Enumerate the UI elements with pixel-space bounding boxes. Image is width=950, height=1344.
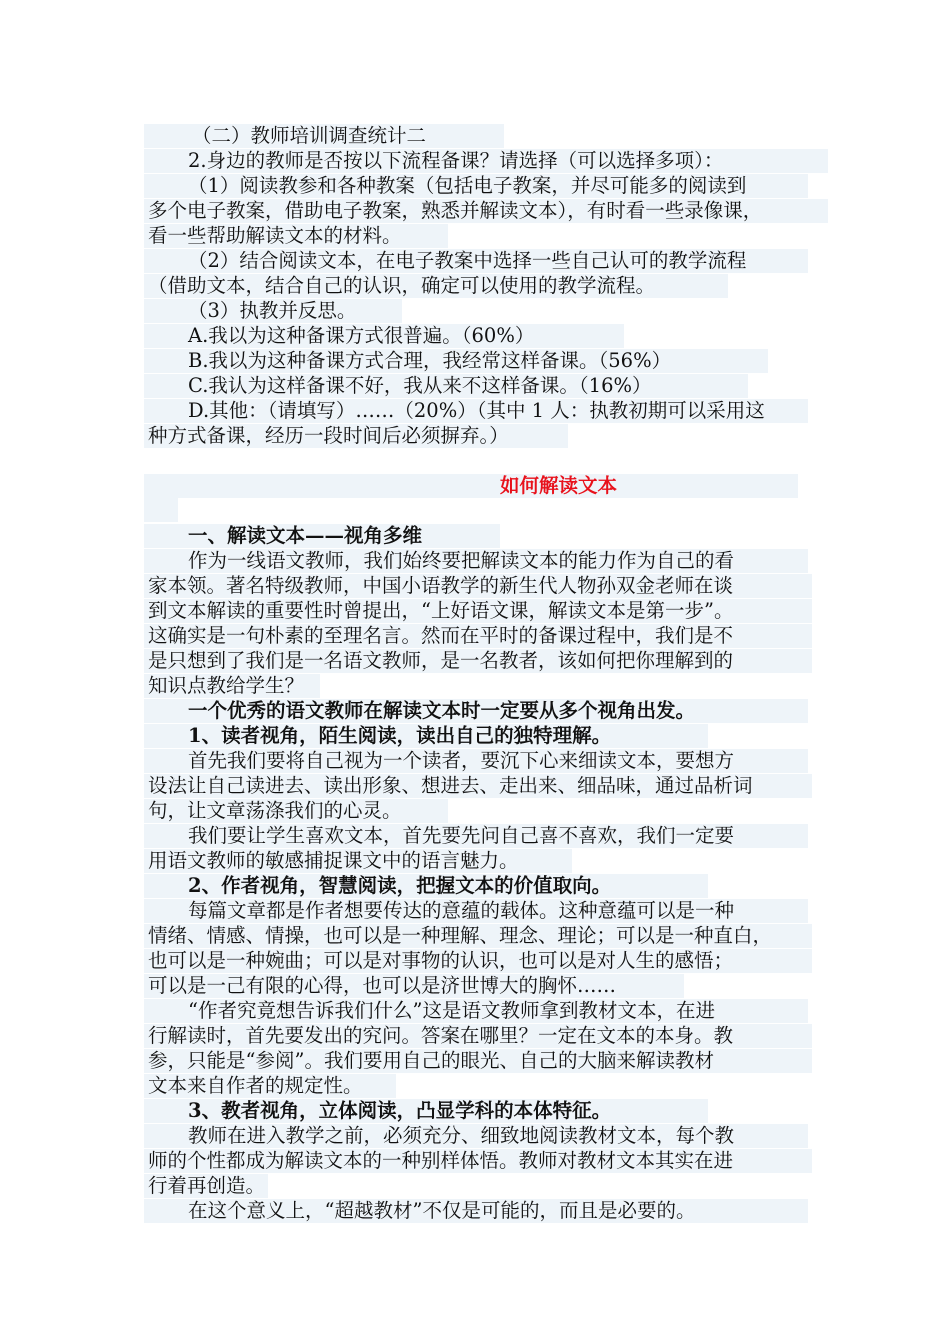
option-d-line-2: 种方式备课，经历一段时间后必须摒弃。） (144, 424, 568, 448)
teacher-p1-line-3: 行着再创造。 (144, 1174, 268, 1198)
author-p1-line-3: 也可以是一种婉曲；可以是对事物的认识，也可以是对人生的感悟； (144, 949, 812, 973)
step1-line-1: （1）阅读教参和各种教案（包括电子教案，并尽可能多的阅读到 (144, 174, 808, 198)
author-p1-line-4: 可以是一己有限的心得，也可以是济世博大的胸怀…… (144, 974, 684, 998)
teacher-p1-line-2: 师的个性都成为解读文本的一种别样体悟。教师对教材文本其实在进 (144, 1149, 812, 1173)
step2-line-2: （借助文本，结合自己的认识，确定可以使用的教学流程。 (144, 274, 728, 298)
author-p2-line-2: 行解读时，首先要发出的究问。答案在哪里？一定在文本的本身。教 (144, 1024, 812, 1048)
intro-line-1: 作为一线语文教师，我们始终要把解读文本的能力作为自己的看 (144, 549, 808, 573)
author-p2-line-1: “作者究竟想告诉我们什么”这是语文教师拿到教材文本，在进 (144, 999, 808, 1023)
intro-line-5: 是只想到了我们是一名语文教师，是一名教者，该如何把你理解到的 (144, 649, 812, 673)
step3-line: （3）执教并反思。 (144, 299, 402, 323)
survey-heading: （二）教师培训调查统计二 (144, 124, 504, 148)
author-p1-line-2: 情绪、情感、情操，也可以是一种理解、理念、理论；可以是一种直白， (144, 924, 812, 948)
title-spacer (144, 498, 178, 522)
reader-p2-line-1: 我们要让学生喜欢文本，首先要先问自己喜不喜欢，我们一定要 (144, 824, 808, 848)
option-b: B.我以为这种备课方式合理，我经常这样备课。（56%） (144, 349, 768, 373)
title-bar (144, 474, 798, 498)
reader-heading: 1、读者视角，陌生阅读，读出自己的独特理解。 (144, 724, 708, 748)
reader-p2-line-2: 用语文教师的敏感捕捉课文中的语言魅力。 (144, 849, 572, 873)
option-d-line-1: D.其他：（请填写）……（20%）（其中 1 人：执教初期可以采用这 (144, 399, 808, 423)
article-title: 如何解读文本 (500, 474, 618, 497)
option-c: C.我认为这样备课不好，我从来不这样备课。（16%） (144, 374, 748, 398)
step1-line-3: 看一些帮助解读文本的材料。 (144, 224, 448, 248)
step2-line-1: （2）结合阅读文本，在电子教案中选择一些自己认可的教学流程 (144, 249, 808, 273)
intro-line-4: 这确实是一句朴素的至理名言。然而在平时的备课过程中，我们是不 (144, 624, 812, 648)
intro-line-2: 家本领。著名特级教师，中国小语教学的新生代人物孙双金老师在谈 (144, 574, 812, 598)
author-p2-line-4: 文本来自作者的规定性。 (144, 1074, 396, 1098)
intro-line-3: 到文本解读的重要性时曾提出，“上好语文课，解读文本是第一步”。 (144, 599, 812, 623)
teacher-p1-line-1: 教师在进入教学之前，必须充分、细致地阅读教材文本，每个教 (144, 1124, 808, 1148)
author-heading: 2、作者视角，智慧阅读，把握文本的价值取向。 (144, 874, 708, 898)
reader-p1-line-3: 句，让文章荡涤我们的心灵。 (144, 799, 448, 823)
teacher-p2: 在这个意义上，“超越教材”不仅是可能的，而且是必要的。 (144, 1199, 808, 1223)
reader-p1-line-1: 首先我们要将自己视为一个读者，要沉下心来细读文本，要想方 (144, 749, 808, 773)
option-a: A.我以为这种备课方式很普遍。（60%） (144, 324, 624, 348)
survey-question: 2.身边的教师是否按以下流程备课？请选择（可以选择多项）： (144, 149, 828, 173)
intro-line-6: 知识点教给学生？ (144, 674, 320, 698)
section1-heading: 一、解读文本——视角多维 (144, 524, 500, 548)
step1-line-2: 多个电子教案，借助电子教案，熟悉并解读文本），有时看一些录像课， (144, 199, 828, 223)
author-p1-line-1: 每篇文章都是作者想要传达的意蕴的载体。这种意蕴可以是一种 (144, 899, 808, 923)
teacher-heading: 3、教者视角，立体阅读，凸显学科的本体特征。 (144, 1099, 708, 1123)
reader-p1-line-2: 设法让自己读进去、读出形象、想进去、走出来、细品味，通过品析词 (144, 774, 812, 798)
key-sentence: 一个优秀的语文教师在解读文本时一定要从多个视角出发。 (144, 699, 808, 723)
author-p2-line-3: 参，只能是“参阅”。我们要用自己的眼光、自己的大脑来解读教材 (144, 1049, 812, 1073)
